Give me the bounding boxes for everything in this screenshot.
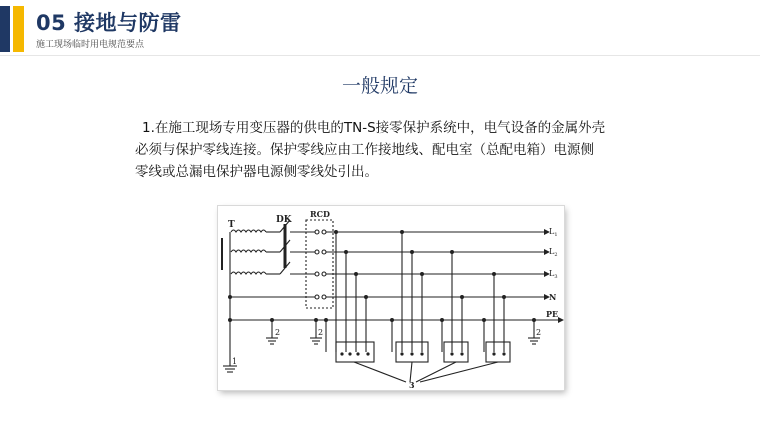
- label-ground-1: 1: [232, 357, 238, 366]
- label-ground-2c: 2: [536, 328, 542, 337]
- label-transformer: T: [228, 220, 235, 230]
- label-ground-2a: 2: [275, 328, 281, 337]
- tn-s-wiring-diagram: [218, 206, 564, 390]
- accent-bar-blue: [0, 6, 10, 52]
- header-title: 05 接地与防雷: [36, 11, 182, 35]
- label-phase-l3: $L_3$: [549, 269, 558, 280]
- body-line-3: 零线或总漏电保护器电源侧零线处引出。: [135, 164, 378, 180]
- label-protective-earth: PE: [546, 309, 559, 319]
- label-equipment: 3: [409, 380, 415, 390]
- label-neutral: N: [549, 292, 557, 302]
- label-rcd: RCD: [310, 209, 330, 219]
- body-paragraph: [135, 117, 655, 183]
- header-divider: [0, 55, 760, 56]
- header-subtitle: 施工现场临时用电规范要点: [36, 40, 145, 50]
- accent-bar-yellow: [13, 6, 24, 52]
- label-ground-2b: 2: [318, 328, 324, 337]
- label-disconnector: DK: [276, 215, 292, 225]
- tn-s-diagram-svg: [218, 206, 564, 390]
- body-line-1: 1.在施工现场专用变压器的供电的TN-S接零保护系统中，电气设备的金属外壳: [142, 120, 606, 136]
- label-phase-l1: $L_1$: [549, 227, 558, 238]
- section-heading: 一般规定: [341, 75, 418, 97]
- body-line-2: 必须与保护零线连接。保护零线应由工作接地线、配电室（总配电箱）电源侧: [135, 142, 594, 158]
- label-phase-l2: $L_2$: [549, 247, 558, 258]
